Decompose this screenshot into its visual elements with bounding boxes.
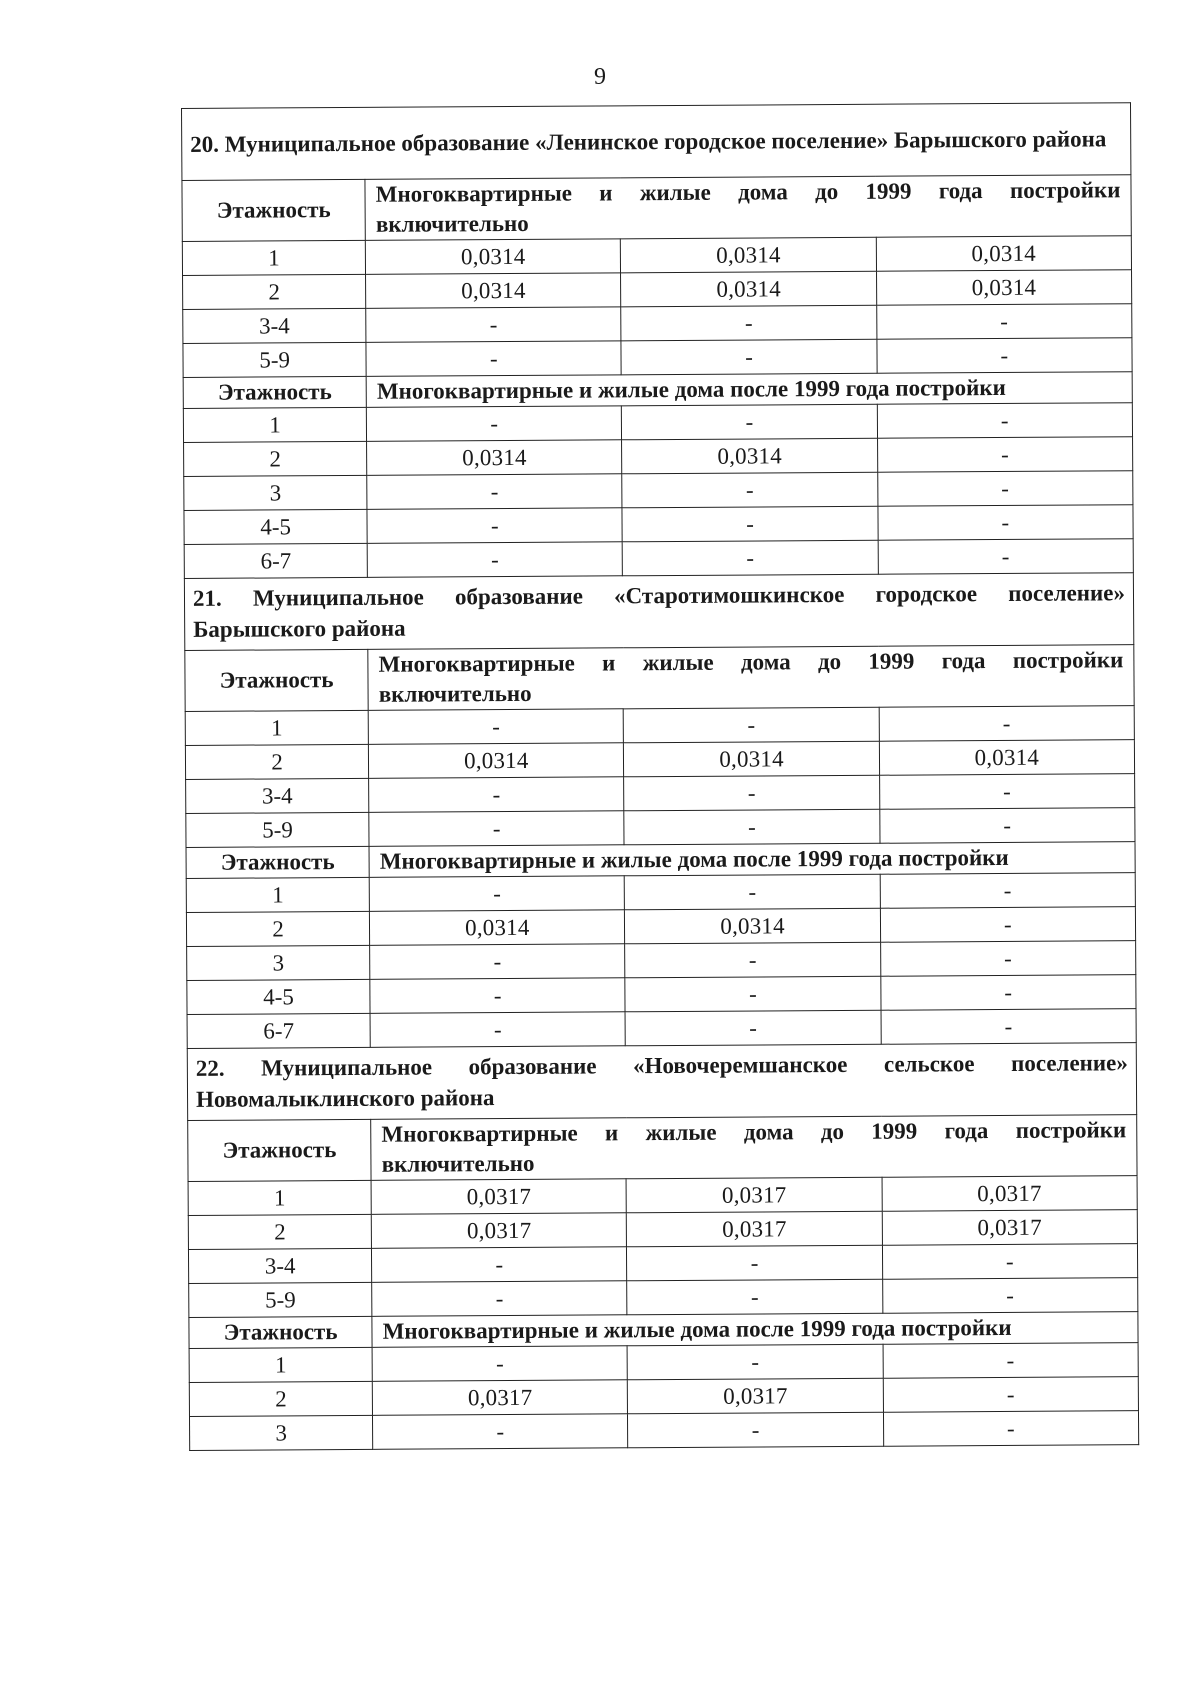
table-row xyxy=(188,1244,1137,1284)
table-row xyxy=(189,1343,1138,1383)
floor-count-header: Этажность xyxy=(189,1316,372,1348)
rate-value-cell: - xyxy=(879,774,1135,810)
rate-value-cell: - xyxy=(625,942,880,978)
floor-count-cell: 3-4 xyxy=(186,778,369,813)
section-title-row xyxy=(182,103,1131,181)
rate-value-cell: - xyxy=(879,808,1135,844)
table-row xyxy=(187,941,1136,981)
rate-value-cell: - xyxy=(625,976,880,1012)
rate-value-cell: - xyxy=(878,505,1134,541)
rate-value-cell: - xyxy=(372,1281,627,1317)
rate-value-cell: - xyxy=(883,1411,1139,1447)
floor-count-header: Этажность xyxy=(186,846,369,878)
floor-count-cell: 4-5 xyxy=(187,979,370,1014)
floor-count-cell: 2 xyxy=(184,441,367,476)
floor-count-cell: 1 xyxy=(186,877,369,912)
rate-value-cell: - xyxy=(879,706,1135,742)
rate-value-cell: 0,0314 xyxy=(624,741,879,777)
rate-value-cell: - xyxy=(369,811,624,847)
table-row xyxy=(184,471,1133,511)
rate-value-cell: 0,0317 xyxy=(372,1380,627,1416)
rate-value-cell: - xyxy=(882,1244,1138,1280)
floor-count-cell: 4-5 xyxy=(184,509,367,544)
rate-value-cell: - xyxy=(877,437,1133,473)
rate-value-cell: - xyxy=(623,540,878,576)
floor-count-cell: 5-9 xyxy=(186,812,369,847)
table-row xyxy=(183,270,1132,310)
table-row xyxy=(186,873,1135,913)
rate-value-cell: 0,0314 xyxy=(876,236,1132,272)
group-header-row xyxy=(188,1115,1137,1182)
floor-count-cell: 5-9 xyxy=(189,1282,372,1317)
rate-value-cell: - xyxy=(883,1377,1139,1413)
rate-value-cell: - xyxy=(625,874,880,910)
rate-value-cell: 0,0314 xyxy=(365,239,620,275)
building-group-header: Многоквартирные и жилые дома после 1999 года постройки xyxy=(366,372,1132,408)
table-row xyxy=(183,304,1132,344)
rate-value-cell: - xyxy=(628,1344,883,1380)
rate-value-cell: - xyxy=(369,876,624,912)
rate-value-cell: 0,0317 xyxy=(882,1176,1138,1212)
table-row xyxy=(189,1377,1138,1417)
floor-count-cell: 6-7 xyxy=(184,543,367,578)
table-row xyxy=(184,539,1133,579)
rate-value-cell: 0,0317 xyxy=(882,1210,1138,1246)
rate-value-cell: - xyxy=(880,941,1136,977)
floor-count-cell: 2 xyxy=(183,274,366,309)
rate-value-cell: - xyxy=(372,1247,627,1283)
table-row xyxy=(189,1411,1138,1451)
floor-count-cell: 1 xyxy=(189,1347,372,1382)
rate-value-cell: - xyxy=(881,975,1137,1011)
table-row xyxy=(188,1176,1137,1216)
rate-value-cell: - xyxy=(625,1010,880,1046)
rate-value-cell: - xyxy=(621,339,876,375)
rate-value-cell: - xyxy=(367,474,622,510)
section-title-row xyxy=(184,573,1133,651)
rate-value-cell: - xyxy=(881,1009,1137,1045)
section-title: 22. Муниципальное образование «Новочеремшанское сельское поселение» Новомалыклинского района xyxy=(187,1043,1136,1121)
rate-value-cell: - xyxy=(370,1012,625,1048)
tariff-table-body xyxy=(182,103,1139,1451)
rate-value-cell: - xyxy=(628,1412,883,1448)
rate-value-cell: - xyxy=(624,775,879,811)
group-header-row xyxy=(182,175,1131,242)
table-row xyxy=(185,740,1134,780)
building-group-header: Многоквартирные и жилые дома до 1999 года постройки включительно xyxy=(365,175,1131,241)
building-group-header: Многоквартирные и жилые дома до 1999 года постройки включительно xyxy=(368,645,1134,711)
section-title: 21. Муниципальное образование «Старотимошкинское городское поселение» Барышского района xyxy=(184,573,1133,651)
rate-value-cell: 0,0314 xyxy=(621,237,876,273)
rate-value-cell: - xyxy=(367,542,622,578)
rate-value-cell: - xyxy=(880,907,1136,943)
rate-value-cell: 0,0314 xyxy=(625,908,880,944)
rate-value-cell: 0,0317 xyxy=(371,1213,626,1249)
table-row xyxy=(185,706,1134,746)
rate-value-cell: - xyxy=(370,978,625,1014)
rate-value-cell: 0,0314 xyxy=(366,273,621,309)
floor-count-cell: 3 xyxy=(187,945,370,980)
floor-count-cell: 2 xyxy=(185,744,368,779)
rate-value-cell: - xyxy=(367,508,622,544)
rate-value-cell: - xyxy=(624,707,879,743)
rate-value-cell: 0,0317 xyxy=(626,1177,881,1213)
rate-value-cell: - xyxy=(373,1414,628,1450)
rate-value-cell: - xyxy=(366,341,621,377)
rate-value-cell: 0,0314 xyxy=(622,438,877,474)
building-group-header: Многоквартирные и жилые дома после 1999 года постройки xyxy=(372,1312,1138,1348)
rate-value-cell: 0,0314 xyxy=(621,271,876,307)
floor-count-header: Этажность xyxy=(183,376,366,408)
table-row xyxy=(182,236,1131,276)
rate-value-cell: - xyxy=(369,777,624,813)
rate-value-cell: - xyxy=(880,873,1136,909)
floor-count-cell: 1 xyxy=(188,1180,371,1215)
floor-count-cell: 2 xyxy=(189,1381,372,1416)
table-row xyxy=(189,1278,1138,1318)
table-row xyxy=(186,774,1135,814)
floor-count-cell: 1 xyxy=(183,407,366,442)
floor-count-header: Этажность xyxy=(182,179,366,241)
table-row xyxy=(187,1009,1136,1049)
rate-value-cell: - xyxy=(366,307,621,343)
rate-value-cell: 0,0317 xyxy=(628,1378,883,1414)
document-table-wrapper xyxy=(181,102,1139,1451)
floor-count-cell: 1 xyxy=(185,710,368,745)
table-row xyxy=(183,338,1132,378)
table-row xyxy=(184,505,1133,545)
rate-value-cell: - xyxy=(627,1279,882,1315)
building-group-header: Многоквартирные и жилые дома после 1999 года постройки xyxy=(369,842,1135,878)
floor-count-cell: 2 xyxy=(188,1214,371,1249)
rate-value-cell: - xyxy=(367,406,622,442)
rate-value-cell: 0,0314 xyxy=(369,743,624,779)
table-row xyxy=(186,808,1135,848)
rate-value-cell: - xyxy=(372,1346,627,1382)
floor-count-cell: 3-4 xyxy=(188,1248,371,1283)
section-title-row xyxy=(187,1043,1136,1121)
tariff-table xyxy=(181,102,1139,1451)
rate-value-cell: - xyxy=(622,506,877,542)
floor-count-cell: 5-9 xyxy=(183,342,366,377)
page-number: 9 xyxy=(594,64,606,90)
rate-value-cell: - xyxy=(883,1343,1139,1379)
table-row xyxy=(188,1210,1137,1250)
floor-count-header: Этажность xyxy=(185,649,369,711)
rate-value-cell: - xyxy=(877,471,1133,507)
floor-count-cell: 3 xyxy=(184,475,367,510)
group-header-row xyxy=(185,645,1134,712)
rate-value-cell: - xyxy=(370,944,625,980)
rate-value-cell: 0,0314 xyxy=(370,910,625,946)
rate-value-cell: - xyxy=(877,338,1133,374)
rate-value-cell: - xyxy=(622,472,877,508)
rate-value-cell: - xyxy=(368,709,623,745)
floor-count-cell: 2 xyxy=(186,911,369,946)
rate-value-cell: - xyxy=(624,809,879,845)
rate-value-cell: - xyxy=(621,305,876,341)
floor-count-header: Этажность xyxy=(188,1119,372,1181)
section-title: 20. Муниципальное образование «Ленинское городское поселение» Барышского района xyxy=(182,103,1131,181)
rate-value-cell: - xyxy=(622,404,877,440)
rate-value-cell: 0,0314 xyxy=(367,440,622,476)
rate-value-cell: - xyxy=(627,1245,882,1281)
floor-count-cell: 6-7 xyxy=(187,1013,370,1048)
floor-count-cell: 3 xyxy=(189,1415,372,1450)
rate-value-cell: - xyxy=(882,1278,1138,1314)
rate-value-cell: - xyxy=(878,539,1134,575)
table-row xyxy=(184,437,1133,477)
rate-value-cell: 0,0317 xyxy=(627,1211,882,1247)
table-row xyxy=(183,403,1132,443)
rate-value-cell: - xyxy=(876,304,1132,340)
rate-value-cell: 0,0314 xyxy=(876,270,1132,306)
floor-count-cell: 3-4 xyxy=(183,308,366,343)
table-row xyxy=(187,975,1136,1015)
rate-value-cell: 0,0314 xyxy=(879,740,1135,776)
building-group-header: Многоквартирные и жилые дома до 1999 года постройки включительно xyxy=(371,1115,1137,1181)
floor-count-cell: 1 xyxy=(182,240,365,275)
table-row xyxy=(186,907,1135,947)
rate-value-cell: - xyxy=(877,403,1133,439)
rate-value-cell: 0,0317 xyxy=(371,1179,626,1215)
